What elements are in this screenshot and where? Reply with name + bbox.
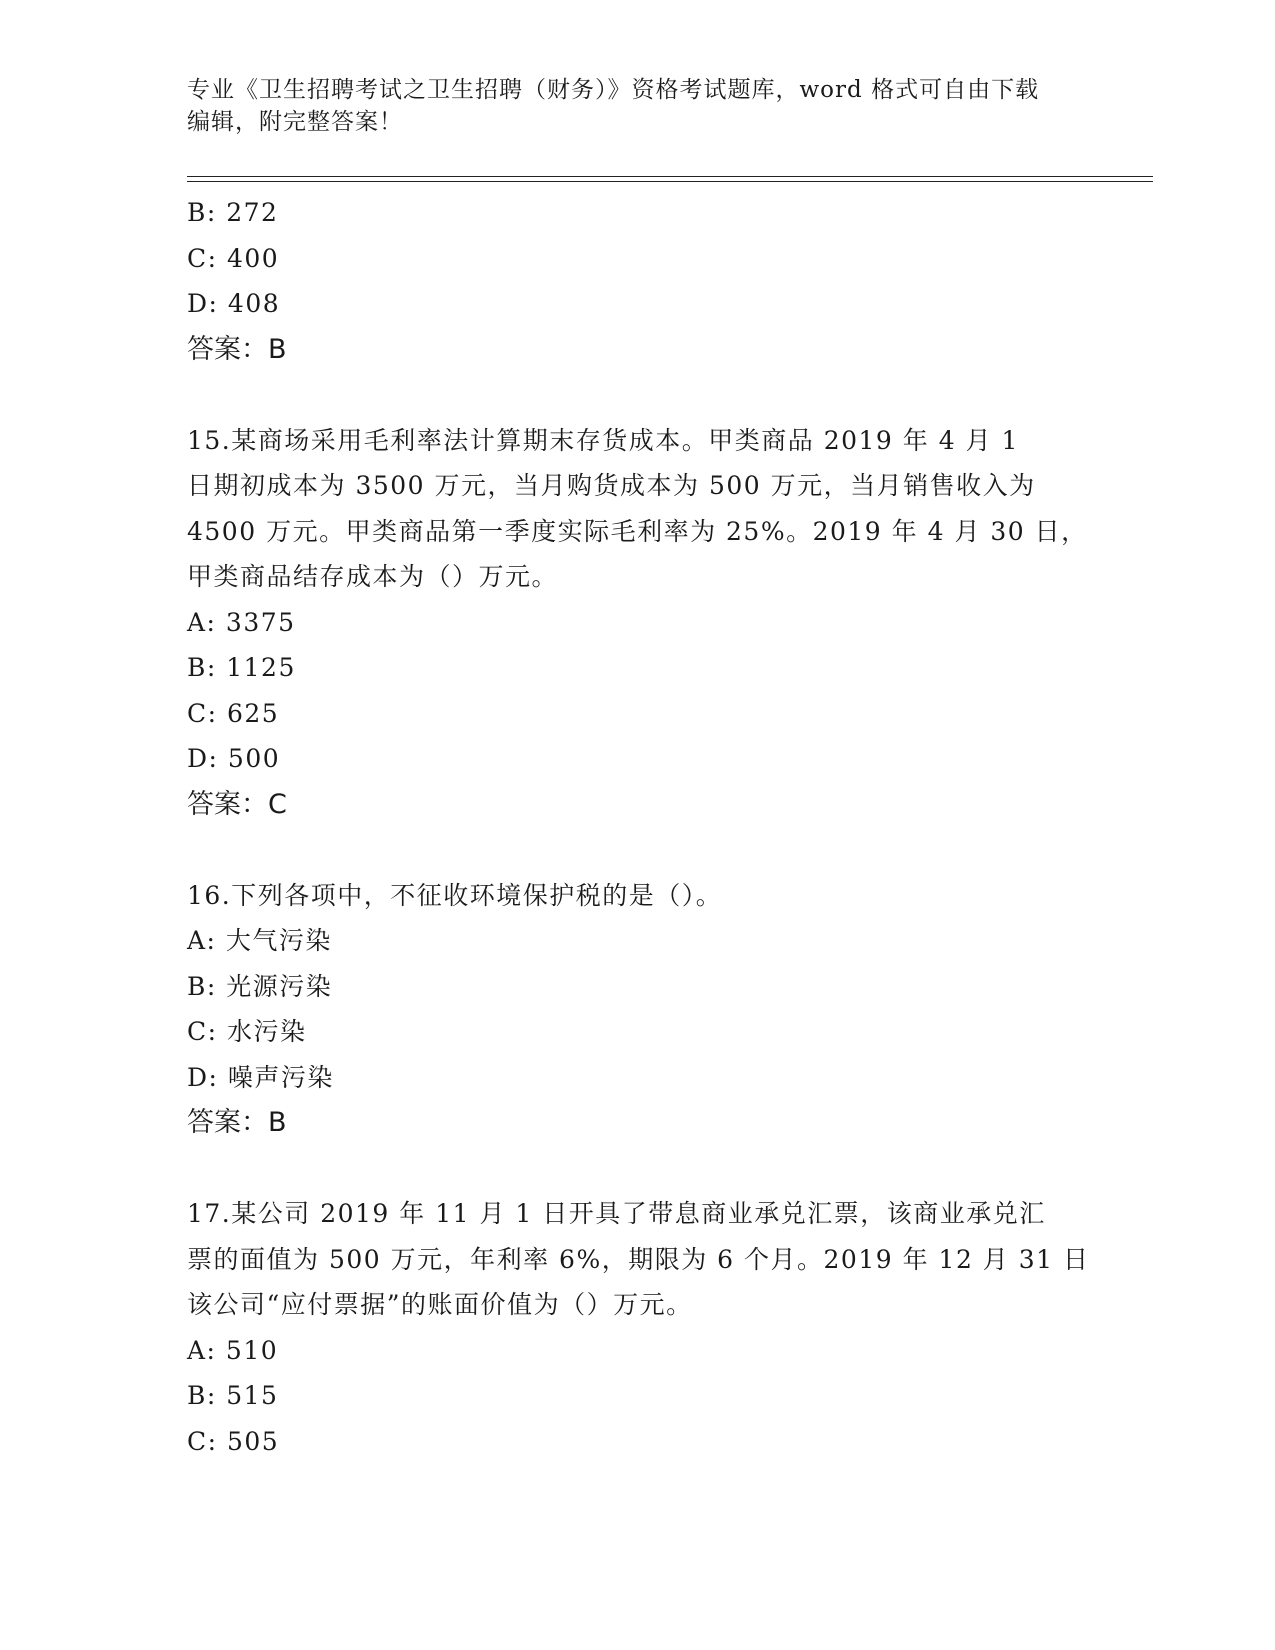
- option-a: A: 大气污染: [187, 926, 332, 955]
- option-b: B: 515: [187, 1381, 279, 1410]
- question-text-line: 日期初成本为 3500 万元，当月购货成本为 500 万元，当月销售收入为: [187, 471, 1036, 500]
- option-c: C: 400: [187, 243, 280, 273]
- spacer: [187, 1146, 1087, 1192]
- question-text-line: 甲类商品结存成本为（）万元。: [187, 562, 559, 591]
- question-14: [187, 190, 1087, 372]
- answer: 答案：C: [187, 788, 287, 820]
- option-a: A: 510: [187, 1335, 279, 1365]
- answer: 答案：B: [187, 1107, 287, 1138]
- question-16: [187, 873, 1087, 1146]
- option-c: C: 水污染: [187, 1017, 307, 1046]
- spacer: [187, 372, 1087, 418]
- option-d: D: 408: [187, 289, 281, 318]
- header-line-2: 编辑，附完整答案！: [187, 109, 403, 135]
- question-list: [187, 190, 1090, 1464]
- option-c: C: 625: [187, 698, 280, 728]
- option-b: B: 272: [187, 198, 279, 227]
- spacer: [187, 827, 1087, 873]
- option-d: D: 500: [187, 744, 281, 773]
- question-text-line: 15.某商场采用毛利率法计算期末存货成本。甲类商品 2019 年 4 月 1: [187, 425, 1019, 455]
- option-d: D: 噪声污染: [187, 1062, 334, 1092]
- question-text-line: 该公司“应付票据”的账面价值为（）万元。: [187, 1290, 693, 1319]
- question-text-line: 4500 万元。甲类商品第一季度实际毛利率为 25%。2019 年 4 月 30 日，: [187, 516, 1088, 546]
- option-b: B: 1125: [187, 653, 296, 682]
- header-divider: [187, 176, 1153, 182]
- answer: 答案：B: [187, 333, 287, 365]
- option-c: C: 505: [187, 1426, 280, 1456]
- question-text-line: 16.下列各项中，不征收环境保护税的是（）。: [187, 880, 723, 910]
- question-15: [187, 418, 1087, 828]
- page-header: [187, 74, 1067, 138]
- question-text-line: 票的面值为 500 万元，年利率 6%，期限为 6 个月。2019 年 12 月 31 日: [187, 1244, 1090, 1274]
- option-b: B: 光源污染: [187, 971, 333, 1001]
- question-text-line: 17.某公司 2019 年 11 月 1 日开具了带息商业承兑汇票，该商业承兑汇: [187, 1199, 1046, 1228]
- header-line-1: 专业《卫生招聘考试之卫生招聘（财务）》资格考试题库，word 格式可自由下载: [187, 77, 1040, 103]
- option-a: A: 3375: [187, 607, 296, 637]
- question-17: [187, 1191, 1090, 1464]
